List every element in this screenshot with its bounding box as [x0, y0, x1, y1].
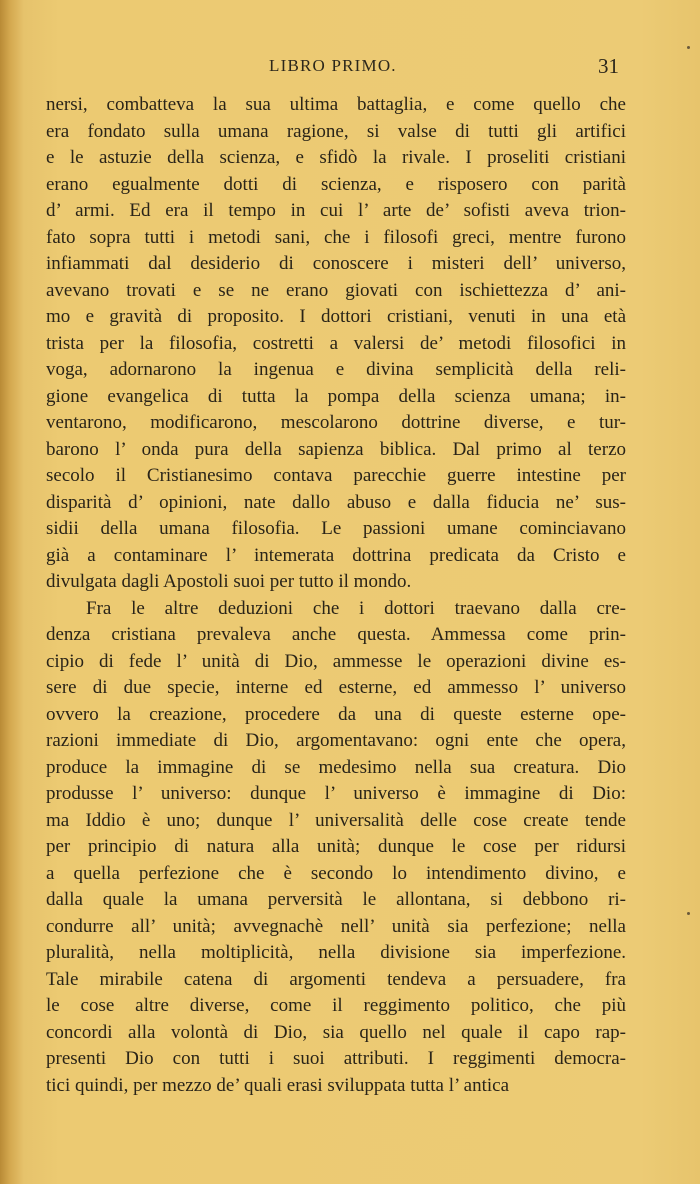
- paragraph: [46, 92, 626, 596]
- text-line: d’ armi. Ed era il tempo in cui l’ arte de’ sofisti aveva trion-: [46, 200, 626, 221]
- text-line: voga, adornarono la ingenua e divina semplicità della reli-: [46, 359, 626, 380]
- text-line: sere di due specie, interne ed esterne, ed ammesso l’ universo: [46, 677, 626, 698]
- text-line: dalla quale la umana perversità le allontana, si debbono ri-: [46, 889, 626, 910]
- body-text: [46, 92, 626, 1099]
- text-line: fato sopra tutti i metodi sani, che i filosofi greci, mentre furono: [46, 226, 626, 248]
- text-line: razioni immediate di Dio, argomentavano: ogni ente che opera,: [46, 730, 626, 751]
- page-speck: [687, 46, 690, 49]
- text-line: a quella perfezione che è secondo lo intendimento divino, e: [46, 862, 626, 884]
- text-line: era fondato sulla umana ragione, si valse di tutti gli artifici: [46, 120, 626, 142]
- paragraph: [46, 596, 626, 1100]
- text-line: tici quindi, per mezzo de’ quali erasi sviluppata tutta l’ antica: [46, 1074, 510, 1096]
- text-line: e le astuzie della scienza, e sfidò la rivale. I proseliti cristiani: [46, 147, 626, 168]
- text-line: Tale mirabile catena di argomenti tendeva a persuadere, fra: [46, 968, 626, 990]
- text-line: Fra le altre deduzioni che i dottori traevano dalla cre-: [86, 597, 626, 619]
- text-line: cipio di fede l’ unità di Dio, ammesse le operazioni divine es-: [46, 650, 626, 672]
- page-speck: [687, 912, 690, 915]
- text-line: mo e gravità di proposito. I dottori cristiani, venuti in una età: [46, 306, 626, 327]
- text-line: sidii della umana filosofia. Le passioni umane cominciavano: [46, 518, 626, 539]
- text-line: le cose altre diverse, come il reggimento politico, che più: [46, 995, 626, 1016]
- text-line: trista per la filosofia, costretti a valersi de’ metodi filosofici in: [46, 332, 626, 354]
- text-line: barono l’ onda pura della sapienza biblica. Dal primo al terzo: [46, 438, 626, 460]
- text-line: condurre all’ unità; avvegnachè nell’ unità sia perfezione; nella: [46, 915, 626, 937]
- text-line: denza cristiana prevaleva anche questa. Ammessa come prin-: [46, 624, 626, 645]
- text-line: erano egualmente dotti di scienza, e risposero con parità: [46, 173, 626, 195]
- text-line: divulgata dagli Apostoli suoi per tutto il mondo.: [46, 571, 412, 592]
- text-line: per principio di natura alla unità; dunque le cose per ridursi: [46, 836, 626, 857]
- text-line: produce la immagine di se medesimo nella sua creatura. Dio: [46, 756, 626, 778]
- text-line: gione evangelica di tutta la pompa della scienza umana; in-: [46, 385, 626, 407]
- text-line: pluralità, nella moltiplicità, nella divisione sia imperfezione.: [46, 942, 626, 963]
- text-line: concordi alla volontà di Dio, sia quello nel quale il capo rap-: [46, 1021, 626, 1043]
- text-line: disparità d’ opinioni, nate dallo abuso e dalla fiducia ne’ sus-: [46, 491, 626, 513]
- text-line: produsse l’ universo: dunque l’ universo è immagine di Dio:: [46, 783, 626, 804]
- page-number: 31: [598, 54, 619, 78]
- text-line: infiammati dal desiderio di conoscere i misteri dell’ universo,: [46, 253, 626, 274]
- text-line: già a contaminare l’ intemerata dottrina predicata da Cristo e: [46, 544, 626, 566]
- text-line: ma Iddio è uno; dunque l’ universalità delle cose create tende: [46, 809, 626, 831]
- text-line: nersi, combatteva la sua ultima battaglia, e come quello che: [46, 94, 626, 115]
- running-title: LIBRO PRIMO.: [269, 56, 397, 75]
- text-line: presenti Dio con tutti i suoi attributi. I reggimenti democra-: [46, 1048, 626, 1069]
- text-line: ovvero la creazione, procedere da una di queste esterne ope-: [46, 703, 626, 725]
- text-line: avevano trovati e se ne erano giovati con ischiettezza d’ ani-: [46, 279, 626, 301]
- text-line: secolo il Cristianesimo contava parecchie guerre intestine per: [46, 465, 626, 486]
- text-line: ventarono, modificarono, mescolarono dottrine diverse, e tur-: [46, 412, 626, 433]
